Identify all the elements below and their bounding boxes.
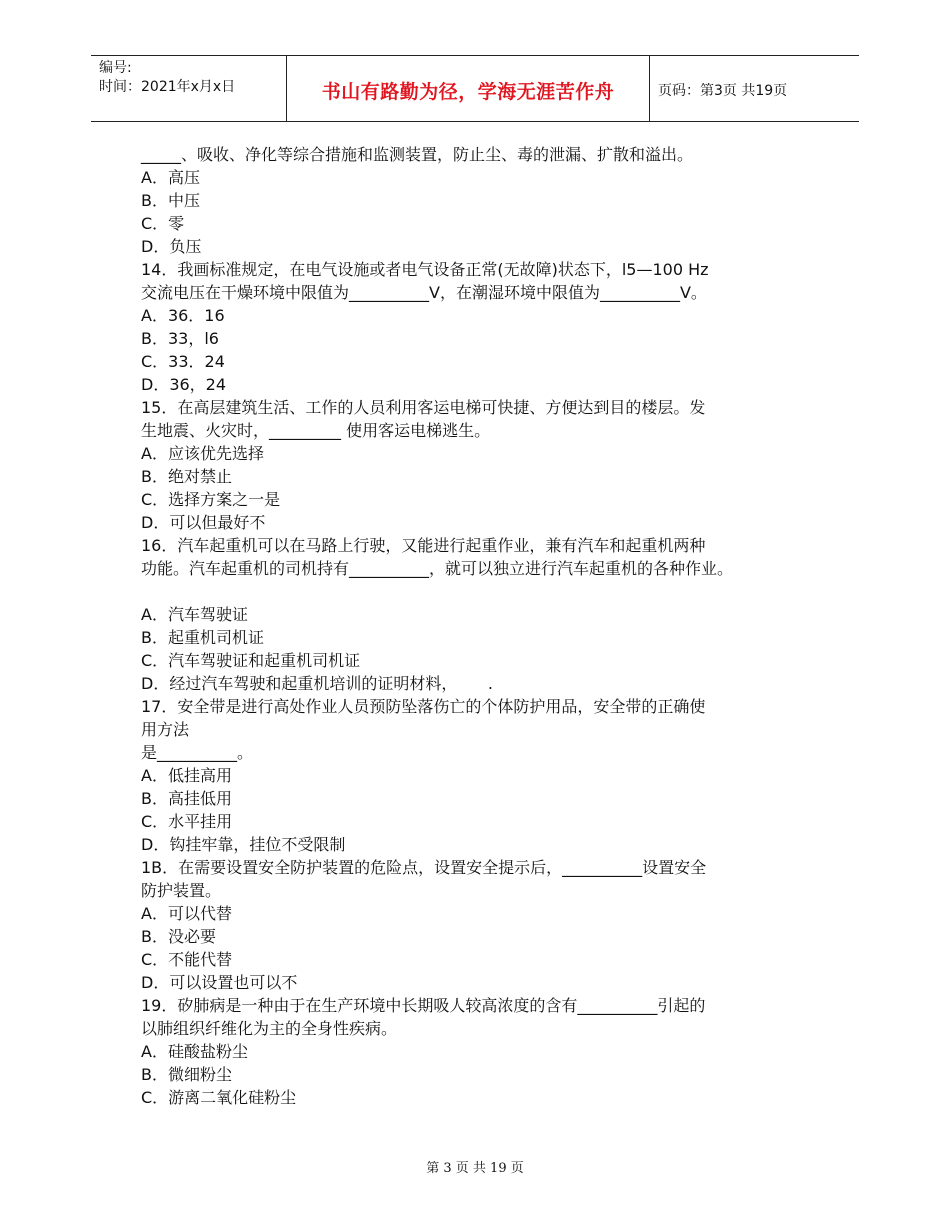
text-line: 用方法 [141, 720, 190, 739]
text-line: 功能。汽车起重机的司机持有__________，就可以独立进行汽车起重机的各种作业。 [141, 559, 734, 578]
page-header [91, 55, 859, 122]
text-line: D．可以设置也可以不 [141, 973, 298, 992]
text-line: D．负压 [141, 237, 202, 256]
text-line: B．33，l6 [141, 329, 219, 348]
text-line: A．汽车驾驶证 [141, 605, 248, 624]
page-footer: 第 3 页 共 19 页 [426, 1161, 524, 1176]
text-line: 防护装置。 [141, 881, 222, 900]
text-line: 15．在高层建筑生活、工作的人员利用客运电梯可快捷、方便达到目的楼层。发 [141, 398, 706, 417]
text-line: B．没必要 [141, 927, 216, 946]
text-line: 1B．在需要设置安全防护装置的危险点，设置安全提示后，__________设置安全 [141, 858, 707, 877]
text-line: B．高挂低用 [141, 789, 232, 808]
text-line: A．可以代替 [141, 904, 232, 923]
text-line: 16．汽车起重机可以在马路上行驶，又能进行起重作业，兼有汽车和起重机两种 [141, 536, 706, 555]
text-line: C．汽车驾驶证和起重机司机证 [141, 651, 361, 670]
text-line: C．33．24 [141, 352, 225, 371]
document-body [141, 143, 831, 1109]
text-line: D．经过汽车驾驶和起重机培训的证明材料， . [141, 674, 493, 693]
text-line: D．钩挂牢靠，挂位不受限制 [141, 835, 346, 854]
text-line: 交流电压在干燥环境中限值为__________V，在潮湿环境中限值为__________V。 [141, 283, 707, 302]
text-line: 17．安全带是进行高处作业人员预防坠落伤亡的个体防护用品，安全带的正确使 [141, 697, 706, 716]
text-line: C．零 [141, 214, 185, 233]
text-line: C．选择方案之一是 [141, 490, 281, 509]
text-line: C．不能代替 [141, 950, 233, 969]
text-line: 是__________。 [141, 743, 254, 762]
text-line: B．微细粉尘 [141, 1065, 232, 1084]
blank-line [141, 580, 831, 603]
text-line: 生地震、火灾时，_________ 使用客运电梯逃生。 [141, 421, 491, 440]
text-line: B．中压 [141, 191, 200, 210]
text-line: C．游离二氧化硅粉尘 [141, 1088, 297, 1107]
text-line: C．水平挂用 [141, 812, 233, 831]
document-number-label: 编号: [99, 60, 132, 76]
text-line: A．36．16 [141, 306, 225, 325]
text-line: 以肺组织纤维化为主的全身性疾病。 [141, 1019, 398, 1038]
text-line: _____、吸收、净化等综合措施和监测装置，防止尘、毒的泄漏、扩散和溢出。 [141, 145, 694, 164]
text-line: 14．我画标准规定，在电气设施或者电气设备正常(无故障)状态下，l5—100 Hz [141, 260, 709, 279]
header-divider [649, 56, 650, 122]
text-line: B．起重机司机证 [141, 628, 264, 647]
header-page-info: 页码：第3页 共19页 [658, 83, 788, 99]
text-line: D．可以但最好不 [141, 513, 266, 532]
header-motto: 书山有路勤为径，学海无涯苦作舟 [321, 81, 615, 103]
text-line: 19．矽肺病是一种由于在生产环境中长期吸人较高浓度的含有__________引起的 [141, 996, 706, 1015]
text-line: A．硅酸盐粉尘 [141, 1042, 248, 1061]
text-line: A．高压 [141, 168, 200, 187]
text-line: B．绝对禁止 [141, 467, 232, 486]
header-meta [99, 59, 235, 97]
text-line: A．低挂高用 [141, 766, 232, 785]
text-line: A．应该优先选择 [141, 444, 264, 463]
document-time-label: 时间：2021年x月x日 [99, 79, 236, 95]
text-line: D．36，24 [141, 375, 227, 394]
